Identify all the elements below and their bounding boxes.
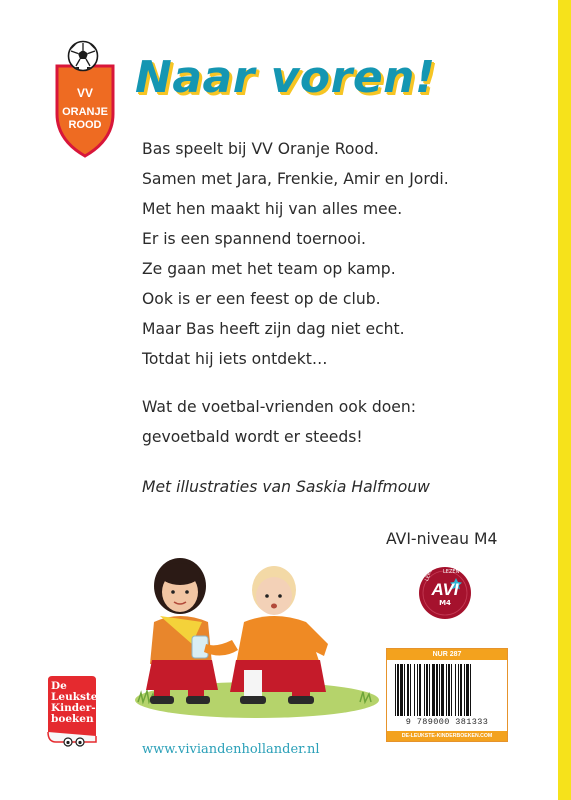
logo-line: boeken xyxy=(51,713,94,725)
logo-line: Kinder- xyxy=(51,702,96,714)
barcode-bar xyxy=(439,664,440,716)
barcode-bar xyxy=(455,664,456,716)
crest-text-vv: VV xyxy=(76,86,93,100)
barcode-bar xyxy=(404,664,405,716)
barcode-bar xyxy=(432,664,435,716)
blurb-text xyxy=(142,134,449,374)
closing-line: Wat de voetbal-vrienden ook doen: xyxy=(142,398,416,416)
blurb-line: Er is een spannend toernooi. xyxy=(142,230,366,248)
blurb-line: Ze gaan met het team op kamp. xyxy=(142,260,396,278)
illustrator-credit: Met illustraties van Saskia Halfmouw xyxy=(142,478,430,496)
avi-badge-arc-left: LEREN xyxy=(424,564,436,583)
barcode-bar xyxy=(470,664,471,716)
author-website: www.viviandenhollander.nl xyxy=(142,742,320,757)
blurb-line: Samen met Jara, Frenkie, Amir en Jordi. xyxy=(142,170,449,188)
barcode-bar xyxy=(441,664,444,716)
crest-text-rood: ROOD xyxy=(68,119,102,131)
barcode-bar xyxy=(395,664,396,716)
blurb-line: Maar Bas heeft zijn dag niet echt. xyxy=(142,320,405,338)
blurb-line: Totdat hij iets ontdekt… xyxy=(142,350,328,368)
barcode-bar xyxy=(436,664,438,716)
barcode-bar xyxy=(414,664,415,716)
football-icon xyxy=(67,40,99,72)
nur-code: NUR 287 xyxy=(387,649,507,660)
isbn-digits: 9 789000 381333 xyxy=(405,717,489,727)
blurb-line: Bas speelt bij VV Oranje Rood. xyxy=(142,140,379,158)
avi-badge xyxy=(418,566,472,620)
barcode-bar xyxy=(451,664,452,716)
yellow-spine-strip xyxy=(558,0,571,800)
barcode-bar xyxy=(410,664,411,716)
barcode-bar xyxy=(397,664,399,716)
barcode-bar xyxy=(466,664,469,716)
barcode-bars xyxy=(395,664,499,716)
barcode-panel xyxy=(386,648,508,742)
barcode-bar xyxy=(407,664,409,716)
barcode-bar xyxy=(424,664,425,716)
barcode-bar xyxy=(464,664,465,716)
barcode-bar xyxy=(419,664,421,716)
barcode-bar xyxy=(429,664,430,716)
children-illustration xyxy=(132,552,382,720)
avi-level-text: AVI-niveau M4 xyxy=(386,530,498,548)
publisher-logo xyxy=(44,672,100,748)
barcode-bar xyxy=(448,664,450,716)
closing-text xyxy=(142,392,416,452)
avi-badge-arc-right: LEZEN xyxy=(443,569,460,575)
blurb-line: Ook is er een feest op de club. xyxy=(142,290,381,308)
publisher-site-strip: DE-LEUKSTE-KINDERBOEKEN.COM xyxy=(387,731,507,741)
book-title: Naar voren! xyxy=(135,52,436,103)
barcode-bar xyxy=(417,664,418,716)
closing-line: gevoetbald wordt er steeds! xyxy=(142,428,363,446)
avi-badge-main: AVI xyxy=(431,580,459,599)
barcode-bar xyxy=(460,664,462,716)
barcode-bar xyxy=(458,664,459,716)
crest-text-oranje: ORANJE xyxy=(62,106,108,118)
barcode-bar xyxy=(426,664,428,716)
avi-badge-sub: M4 xyxy=(439,599,451,607)
logo-line: Leukste xyxy=(51,691,98,703)
barcode-bar xyxy=(400,664,403,716)
club-crest xyxy=(54,40,116,158)
logo-line: De xyxy=(51,680,67,692)
barcode-bar xyxy=(446,664,447,716)
blurb-line: Met hen maakt hij van alles mee. xyxy=(142,200,403,218)
